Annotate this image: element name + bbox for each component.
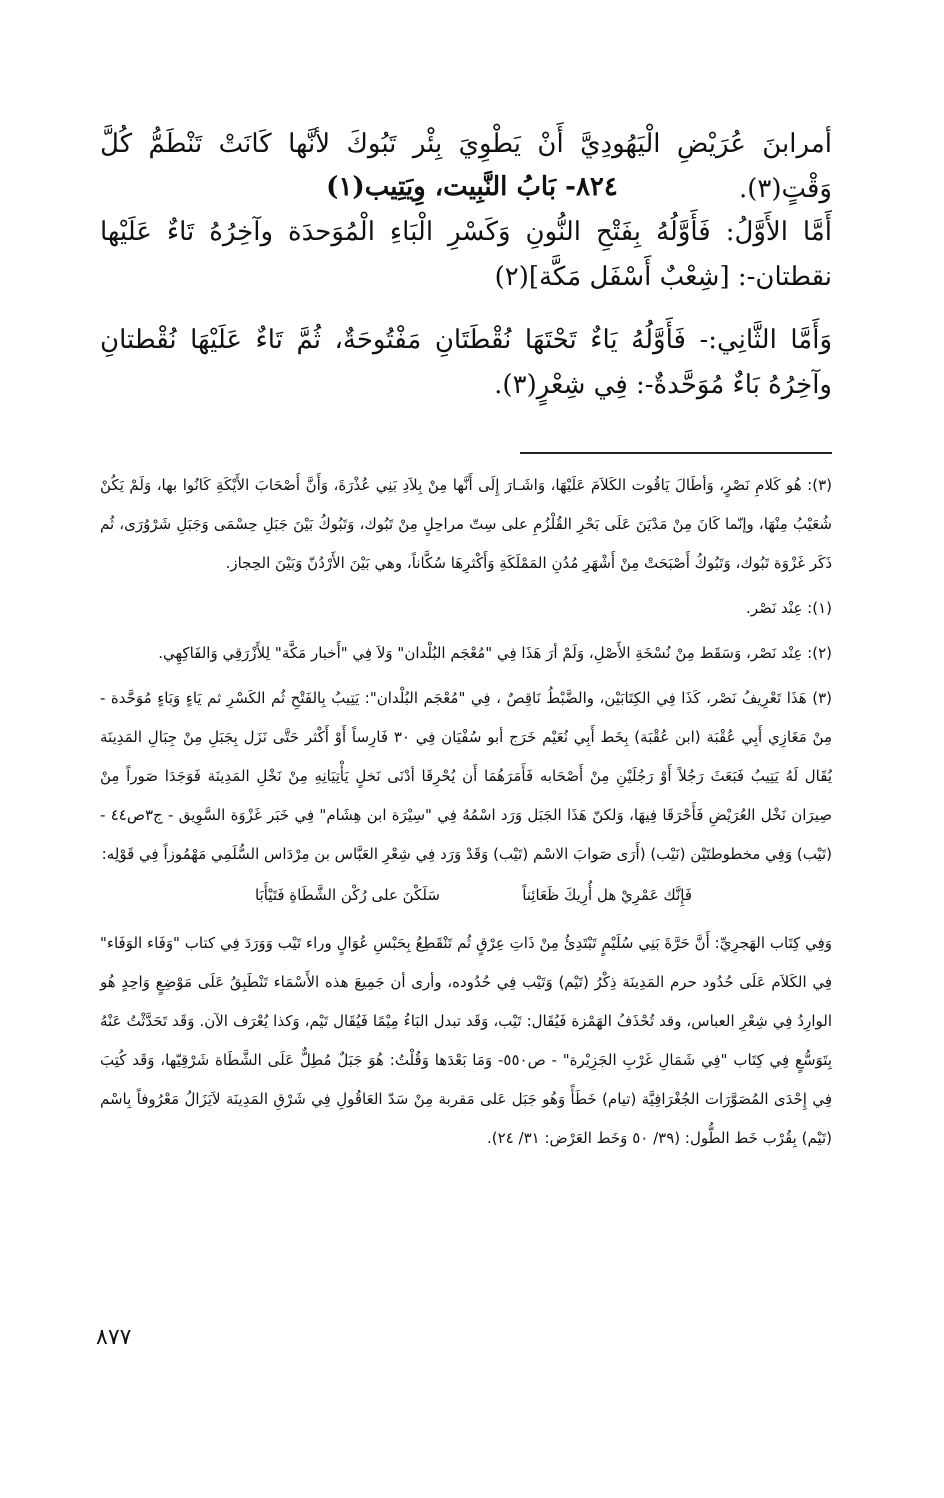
footnote-1: (١): عِنْد نَصْر. (746, 599, 832, 617)
poetry-verse (100, 880, 832, 924)
page-number: ٨٧٧ (96, 1325, 132, 1350)
footnotes (100, 466, 832, 1164)
verse-first-hemistich: فَإِنَّك عَمْرِيْ هل أُرِيكَ ظَعَائِناً (522, 886, 692, 904)
main-paragraph-first (100, 210, 832, 300)
paragraph-second-entry: وَأَمَّا الثَّانِي:- فَأَوَّلُهُ يَاءٌ تَحْتَهَا نُقْطَتَانِ مَفْتُوحَةٌ، ثُمَّ تَاءٌ عَلَيْهَا نُقْطتانِ وآخِرُهُ بَاءٌ مُوَحَّدةٌ-: فِي شِعْرٍ(٣). (100, 325, 832, 400)
section-heading: ٨٢٤- بَابُ النَّبِيت، وِيَتِيب(١) (326, 172, 618, 202)
main-line-1: أمرابنَ عُرَيْضِ الْيَهُودِيَّ أَنْ يَطْوِيَ بِئْر تَبُوكَ لأنَّها كَانَتْ تَنْطَمُّ كُلَّ وَقْتٍ(٣). (100, 129, 832, 204)
footnote-3c: وَفِي كِتَاب الهَجرِيِّ: أَنَّ حَرَّةَ بَنِي سُلَيْمٍ تَبْتَدِئُ مِنْ ذَاتِ عِرْقٍ ثُم تَنْقَطِعُ بِحَبْسِ عُوَالٍ وراء تَيْب وَوَرَدَ فِي كتاب "وَفَاء الوَفَاء" فِي الكَلاَم عَلَى حُدُود حرم المَدِينَة ذِكْرُ (تَيْم) وَتَيْب فِي حُدُوده، وأرى أن جَمِيعَ هذه الأَسْمَاء تَنْطَبِقُ عَلَى مَوْضِعٍ وَاحِدٍ هُو الوارِدُ فِي شِعْرِ العباس، وقد تُحْذَفُ الهَمْزة فَيُقَال: تَيْب، وَقَد تبدل البَاءُ مِيْمًا فَيُقَال تَيْم، وَكذا يُعْرَف الآن. وَقَد تَحَدَّثْتُ عَنْهُ بِتَوَسُّعٍ فِي كِتَاب "فِي شَمَالِ غَرْبِ الجَزِيْرة" - ص٥٥٠- وَمَا بَعْدَها وَقُلْتُ: هُوَ جَبَلٌ مُطِلٌّ عَلَى الشَّطَاة شَرْقِيّها، وَقَد كُتِبَ فِي إِحْدَى المُصَوَّرَات الجُغْرَافِيَّة (تيام) خَطَأً وَهُو جَبَل عَلى مَقربة مِنْ سَدّ العَاقُولِ فِي شَرْقِ المَدِينَة لاَيَزَالُ مَعْرُوفاً بِاسْم (تَيْم) بِقُرْب خَط الطُّول: (٣٩/ ٥٠ وَخَط العَرْض: ٣١/ ٢٤). (100, 934, 833, 1147)
paragraph-first-entry: أَمَّا الأَوَّلُ: فَأَوَّلُهُ بِفَتْحِ النُّونِ وَكَسْرِ الْبَاءِ الْمُوَحدَة وآخِرُهُ تَاءٌ عَلَيْها نقطتان-: [شِعْبٌ أَسْفَل مَكَّة](٢) (100, 217, 832, 292)
verse-second-hemistich: سَلَكْنَ على رُكْن الشَّطَاةِ فَتَيْأَبَا (255, 886, 440, 904)
footnote-2: (٢): عِنْد نَصْر، وَسَقَط مِنْ نُسْخَةِ الأَصْلِ، وَلَمْ أرَ هَذَا فِي "مُعْجَم البُلْدان" وَلاَ فِي "أَخبار مَكَّة" لِلأَزْرَقِي وَالفَاكِهِي. (158, 644, 832, 662)
footnote-3b: (٣) هَذَا تَعْرِيفُ نَصْر، كَذَا فِي الكِتَابَيْن، والضَّبْطُ نَاقِصٌ ، فِي "مُعْجَم البُلْدان": يَتِيبُ بِالفَتْحِ ثُم الكَسْرِ ثم يَاءٍ وَبَاءٍ مُوَحَّدة - مِنْ مَغَازِي أَبِي عُقْبَة (ابن عُقْبَة) بِخَط أَبِي نُعَيْم خَرَج أبو سُفْيَان فِي ٣٠ فَارِساً أَوْ أَكْثر حَتَّى نَزَل بِجَبَلِ مِنْ جِبَالِ المَدِينَة يُقَال لَهُ يَتِيبُ فَبَعَثَ رَجُلاً أَوْ رَجُلَيْنِ مِنْ أَصْحَابه فَأَمَرَهُمَا أَن يُحْرِقَا أدْنَى نَخلٍ يَأْتِيَانِهِ مِنْ نَخْلِ المَدِينَة فَوَجَدَا صَوراً مِنْ صِيرَان نَخْل العُرَيْضِ فَأَحْرَقَا فِيهَا، وَلكنّ هَذَا الجَبَل وَرَد اسْمُهُ فِي "سِيْرَة ابن هِشَام" فِي خَبَر غَزْوَة السَّوِيق - ج٣ص٤٤ - (تَيْب) وَفِي مخطوطتَيْن (نَيْب) (أَرَى صَوابَ الاسْم (تَيْب) وَقَدْ وَرَد فِي شِعْرِ العَبَّاس بن مِرْدَاس السُّلَمِي مَهْمُوزاً فِي قَوْلِه: (100, 689, 833, 863)
footnote-3a: (٣): هُو كَلامِ نَصْرٍ، وَأطَالَ يَاقُوت الكَلاَمَ عَلَيْهَا، وَاشَـارَ إِلَى أَنَّها مِنْ بِلاَدِ بَنِي عُذْرَةَ، وَأَنَّ أَصْحَابَ الأَيْكَةِ كَانُوا بها، وَلَمْ يَكُنْ شُعَيْبُ مِنْهَا، وإنّما كَانَ مِنْ مَدْيَنَ عَلَى بَحْرِ القُلْزُمِ على سِتّ مراحِلٍ مِنْ تَبُوك، وَتَبُوكُ بَيْنَ جَبَلِ حِسْمَى وَجَبَلِ شَرْوُرَى، ثُم ذَكَر غَزْوَة تَبُوك، وَتَبُوكُ أَصْبَحَتْ مِنْ أَشْهَرِ مُدُنِ المَمْلَكَةِ وَأَكْثرِهَا سُكَّاناً، وهي بَيْنَ الأَرْدُنّ وَبَيْنَ الحِجاز. (100, 476, 832, 572)
main-paragraph-second (100, 318, 832, 408)
footnote-separator (520, 452, 832, 454)
